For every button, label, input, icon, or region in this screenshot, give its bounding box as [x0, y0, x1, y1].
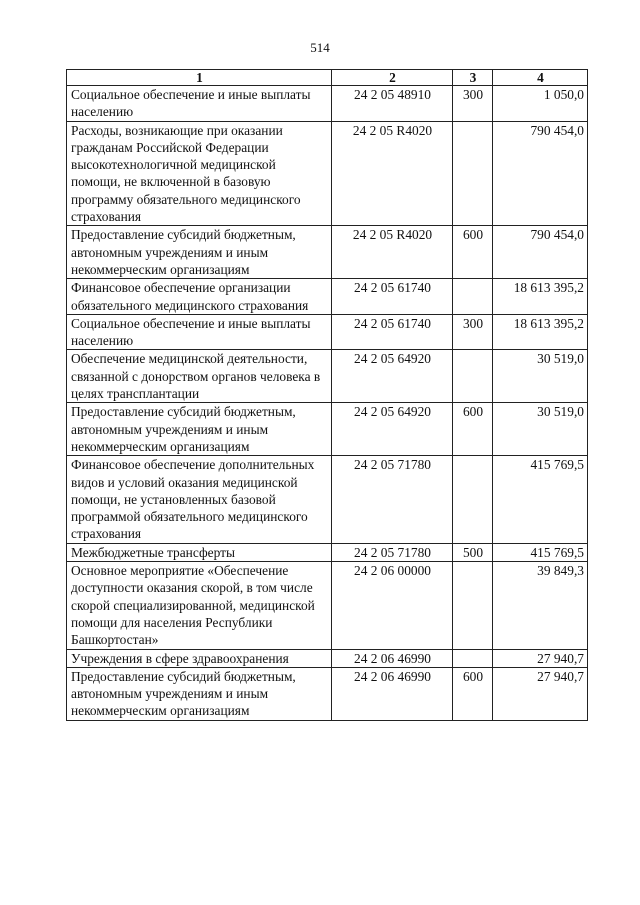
row-amount: 30 519,0	[493, 350, 588, 403]
row-type: 600	[453, 667, 493, 720]
row-code: 24 2 05 61740	[332, 279, 453, 315]
table-row	[67, 667, 588, 720]
row-amount: 39 849,3	[493, 562, 588, 649]
table-row	[67, 121, 588, 226]
row-amount: 415 769,5	[493, 456, 588, 543]
row-code: 24 2 06 46990	[332, 649, 453, 667]
row-amount: 18 613 395,2	[493, 279, 588, 315]
table-row	[67, 314, 588, 350]
row-type	[453, 121, 493, 226]
row-name: Предоставление субсидий бюджетным, автономным учреждениям и иным некоммерческим организациям	[67, 403, 332, 456]
row-type	[453, 279, 493, 315]
row-amount: 27 940,7	[493, 667, 588, 720]
table-row	[67, 562, 588, 649]
row-type: 600	[453, 226, 493, 279]
row-code: 24 2 06 46990	[332, 667, 453, 720]
row-type: 300	[453, 314, 493, 350]
row-amount: 27 940,7	[493, 649, 588, 667]
table-row	[67, 86, 588, 122]
row-code: 24 2 05 64920	[332, 403, 453, 456]
header-col-2: 2	[332, 70, 453, 86]
row-amount: 30 519,0	[493, 403, 588, 456]
row-type	[453, 456, 493, 543]
header-col-1: 1	[67, 70, 332, 86]
row-code: 24 2 05 R4020	[332, 226, 453, 279]
table-row	[67, 350, 588, 403]
row-name: Социальное обеспечение и иные выплаты населению	[67, 314, 332, 350]
row-name: Финансовое обеспечение дополнительных видов и условий оказания медицинской помощи, не установленных базовой программой обязательного медицинского страхования	[67, 456, 332, 543]
row-amount: 1 050,0	[493, 86, 588, 122]
row-amount: 790 454,0	[493, 226, 588, 279]
row-amount: 18 613 395,2	[493, 314, 588, 350]
row-type: 500	[453, 543, 493, 561]
row-name: Межбюджетные трансферты	[67, 543, 332, 561]
table-row	[67, 226, 588, 279]
row-code: 24 2 05 64920	[332, 350, 453, 403]
row-name: Учреждения в сфере здравоохранения	[67, 649, 332, 667]
row-code: 24 2 05 R4020	[332, 121, 453, 226]
row-amount: 790 454,0	[493, 121, 588, 226]
table-row	[67, 279, 588, 315]
table-row	[67, 543, 588, 561]
row-type	[453, 350, 493, 403]
row-type: 300	[453, 86, 493, 122]
budget-table	[66, 69, 588, 721]
row-code: 24 2 05 61740	[332, 314, 453, 350]
table-row	[67, 403, 588, 456]
row-type	[453, 649, 493, 667]
row-name: Предоставление субсидий бюджетным, автономным учреждениям и иным некоммерческим организациям	[67, 226, 332, 279]
row-code: 24 2 06 00000	[332, 562, 453, 649]
row-name: Расходы, возникающие при оказании гражданам Российской Федерации высокотехнологичной медицинской помощи, не включенной в базовую программу обязательного медицинского страхования	[67, 121, 332, 226]
row-code: 24 2 05 71780	[332, 543, 453, 561]
row-type	[453, 562, 493, 649]
row-type: 600	[453, 403, 493, 456]
row-code: 24 2 05 71780	[332, 456, 453, 543]
row-name: Основное мероприятие «Обеспечение доступности оказания скорой, в том числе скорой специализированной, медицинской помощи для населения Республики Башкортостан»	[67, 562, 332, 649]
table-header-row	[67, 70, 588, 86]
row-name: Финансовое обеспечение организации обязательного медицинского страхования	[67, 279, 332, 315]
table-row	[67, 649, 588, 667]
header-col-4: 4	[493, 70, 588, 86]
row-name: Предоставление субсидий бюджетным, автономным учреждениям и иным некоммерческим организациям	[67, 667, 332, 720]
page-number: 514	[310, 40, 330, 55]
table-row	[67, 456, 588, 543]
row-name: Социальное обеспечение и иные выплаты населению	[67, 86, 332, 122]
row-code: 24 2 05 48910	[332, 86, 453, 122]
header-col-3: 3	[453, 70, 493, 86]
row-name: Обеспечение медицинской деятельности, связанной с донорством органов человека в целях трансплантации	[67, 350, 332, 403]
row-amount: 415 769,5	[493, 543, 588, 561]
